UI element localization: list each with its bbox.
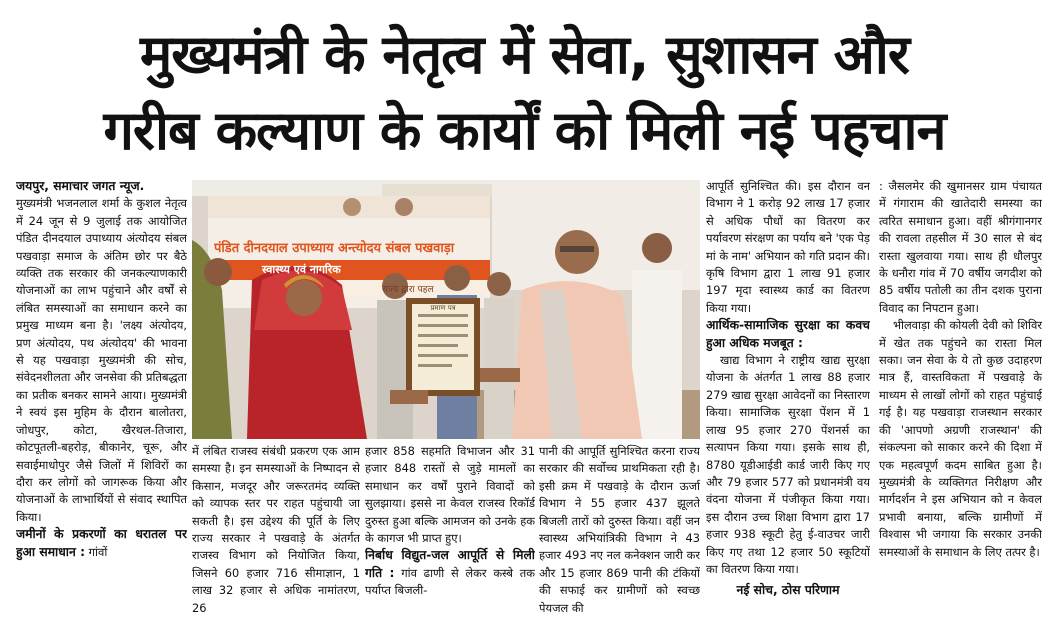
photo-banner-tagline: राज्य द्वारा पहल	[382, 285, 434, 295]
article-column-5	[706, 178, 870, 638]
article-column-6	[879, 178, 1042, 638]
column-2-paragraph: में लंबित राजस्व संबंधी प्रकरण एक आम समस्या है। इन समस्याओं के निष्पादन से किसान, मजदूर और जरूरतमंद व्यक्ति को व्यापक स्तर पर राहत पहुंचायी जा सकती है। इस उद्देश्य की पूर्ति के लिए राज्य सरकार ने पखवाड़े के अंतर्गत राजस्व विभाग को नियोजित किया, जिसने 60 हजार 716 सीमाज्ञान, 1 लाख 32 हजार से अधिक नामांतरण, 26	[192, 444, 360, 615]
column-1-tail: गांवों	[88, 544, 108, 559]
article-column-2	[192, 443, 360, 641]
certificate-caption: प्रमाण पत्र	[430, 304, 456, 312]
headline-line-2: गरीब कल्याण के कार्यों को मिली नई पहचान	[103, 99, 946, 162]
column-4-paragraph: पानी की आपूर्ति सुनिश्चित करना राज्य सरकार की सर्वोच्च प्राथमिकता रही है। इसी क्रम में पखवाड़े के दौरान ऊर्जा विभाग ने 55 हजार 437 झूलते बिजली तारों को दुरुस्त किया। वहीं जन स्वास्थ्य अभियांत्रिकी विभाग ने 43 हजार 493 नए नल कनेक्शन जारी कर और 15 हजार 869 पानी की टंकियों की सफाई कर ग्रामीणों को स्वच्छ पेयजल की	[539, 444, 700, 615]
photo-banner-title: पंडित दीनदयाल उपाध्याय अन्त्योदय संबल पखवाड़ा	[214, 241, 455, 256]
subhead-social-security: आर्थिक-सामाजिक सुरक्षा का कवच हुआ अधिक मजबूत :	[706, 318, 870, 350]
headline	[0, 0, 1049, 180]
column-1-paragraph: मुख्यमंत्री भजनलाल शर्मा के कुशल नेतृत्व में 24 जून से 9 जुलाई तक आयोजित पंडित दीनदयाल उपाध्याय अंत्योदय संबल पखवाड़ा समाज के अंतिम छोर पर बैठे व्यक्ति तक सरकार की जनकल्याणकारी योजनाओं का लाभ पहुंचाने और वर्षों से लंबित समस्याओं का समाधान करने का प्रमुख माध्यम बना है। 'लक्ष्य अंत्योदय, प्रण अंत्योदय, पथ अंत्योदय' की भावना से यह पखवाड़ा मुख्यमंत्री की सोच, संवेदनशीलता और जनसेवा की प्रतिबद्धता का प्रतीक बनकर सामने आया। मुख्यमंत्री ने स्वयं इस मुहिम के दौरान बालोतरा, जोधपुर, कोटा, खैरथल-तिजारा, कोटपूतली-बहरोड़, बीकानेर, चूरू, और सवाईमाधोपुर जैसे जिलों में शिविरों का दौरा कर लोगों को जागरूक किया और योजनाओं के लाभार्थियों से संवाद स्थापित किया।	[16, 196, 187, 524]
subhead-power-water: निर्बाध विद्युत-जल आपूर्ति से मिली गति :	[365, 548, 535, 580]
column-3-tail: गांव ढाणी से लेकर कस्बे तक पर्याप्त बिजली-	[365, 565, 535, 598]
headline-line-1: मुख्यमंत्री के नेतृत्व में सेवा, सुशासन और	[140, 23, 909, 86]
column-6-paragraph-2: भीलवाड़ा की कोयली देवी को शिविर में खेत तक पहुंचने का रास्ता मिल सका। जन सेवा के ये तो कुछ उदाहरण मात्र हैं, वास्तविकता में पखवाड़े के माध्यम से लाखों लोगों को राहत पहुंचाई गई है। यह पखवाड़ा राजस्थान सरकार की 'आपणो अग्रणी राजस्थान' की संकल्पना को साकार करने की दिशा में एक महत्वपूर्ण कदम साबित हुआ है। मुख्यमंत्री के व्यक्तिगत निरीक्षण और मार्गदर्शन ने इस अभियान को न केवल प्रभावी बनाया, बल्कि ग्रामीणों में विश्वास भी जगाया कि सरकार उनकी समस्याओं के समाधान के लिए तत्पर है।	[879, 318, 1042, 559]
column-5-paragraph-1: आपूर्ति सुनिश्चित की। इस दौरान वन विभाग ने 1 करोड़ 92 लाख 17 हजार से अधिक पौधों का वितरण कर पर्यावरण संरक्षण का पर्याय बने 'एक पेड़ मां के नाम' अभियान को गति प्रदान की। कृषि विभाग द्वारा 1 लाख 91 हजार 197 मृदा स्वास्थ्य कार्ड का वितरण किया गया।	[706, 179, 870, 315]
article-column-4	[539, 443, 700, 641]
column-6-paragraph-1: : जैसलमेर की खुमानसर ग्राम पंचायत में गंगाराम की खातेदारी समस्या का त्वरित समाधान हुआ। वहीं श्रीगंगानगर की रावला तहसील में 30 साल से बंद रास्ता खुलवाया गया। साथ ही धौलपुर के धनौरा गांव में 70 वर्षीय जगदीश को 85 वर्षीय पतोली का तीन दशक पुराना विवाद का निपटान हुआ।	[879, 179, 1042, 315]
column-3-paragraph: हजार 858 सहमति विभाजन और 31 हजार 848 रास्तों से जुड़े मामलों का समाधान कर वर्षों पुराने विवादों को सुलझाया। इससे ना केवल राजस्व रिकॉर्ड दुरुस्त हुआ बल्कि आमजन को उनके हक के कागज भी प्राप्त हुए।	[365, 444, 535, 546]
article-column-3	[365, 443, 535, 641]
column-5-paragraph-2: खाद्य विभाग ने राष्ट्रीय खाद्य सुरक्षा योजना के अंतर्गत 1 लाख 88 हजार 279 खाद्य सुरक्षा आवेदनों का निस्तारण किया। सामाजिक सुरक्षा पेंशन में 1 लाख 95 हजार 270 पेंशनर्स का सत्यापन किया गया। इसके साथ ही, 8780 यूडीआईडी कार्ड जारी किए गए और 79 हजार 577 को प्रधानमंत्री वय वंदना योजना में पंजीकृत किया गया। इस दौरान उच्च शिक्षा विभाग द्वारा 17 हजार 938 स्कूटी हेतु ई-वाउचर जारी किए गए तथा 12 हजार 50 स्कूटियों का वितरण किया गया।	[706, 353, 870, 576]
event-photo	[192, 180, 700, 439]
subhead-new-thinking: नई सोच, ठोस परिणाम	[736, 583, 840, 598]
photo-banner-subtitle: स्वास्थ्य एवं नागरिक	[262, 263, 341, 276]
subhead-land-cases: जमीनों के प्रकरणों का धरातल पर हुआ समाधान :	[16, 527, 187, 559]
article-column-1	[16, 178, 187, 638]
dateline: जयपुर, समाचार जगत न्यूज.	[16, 179, 145, 193]
